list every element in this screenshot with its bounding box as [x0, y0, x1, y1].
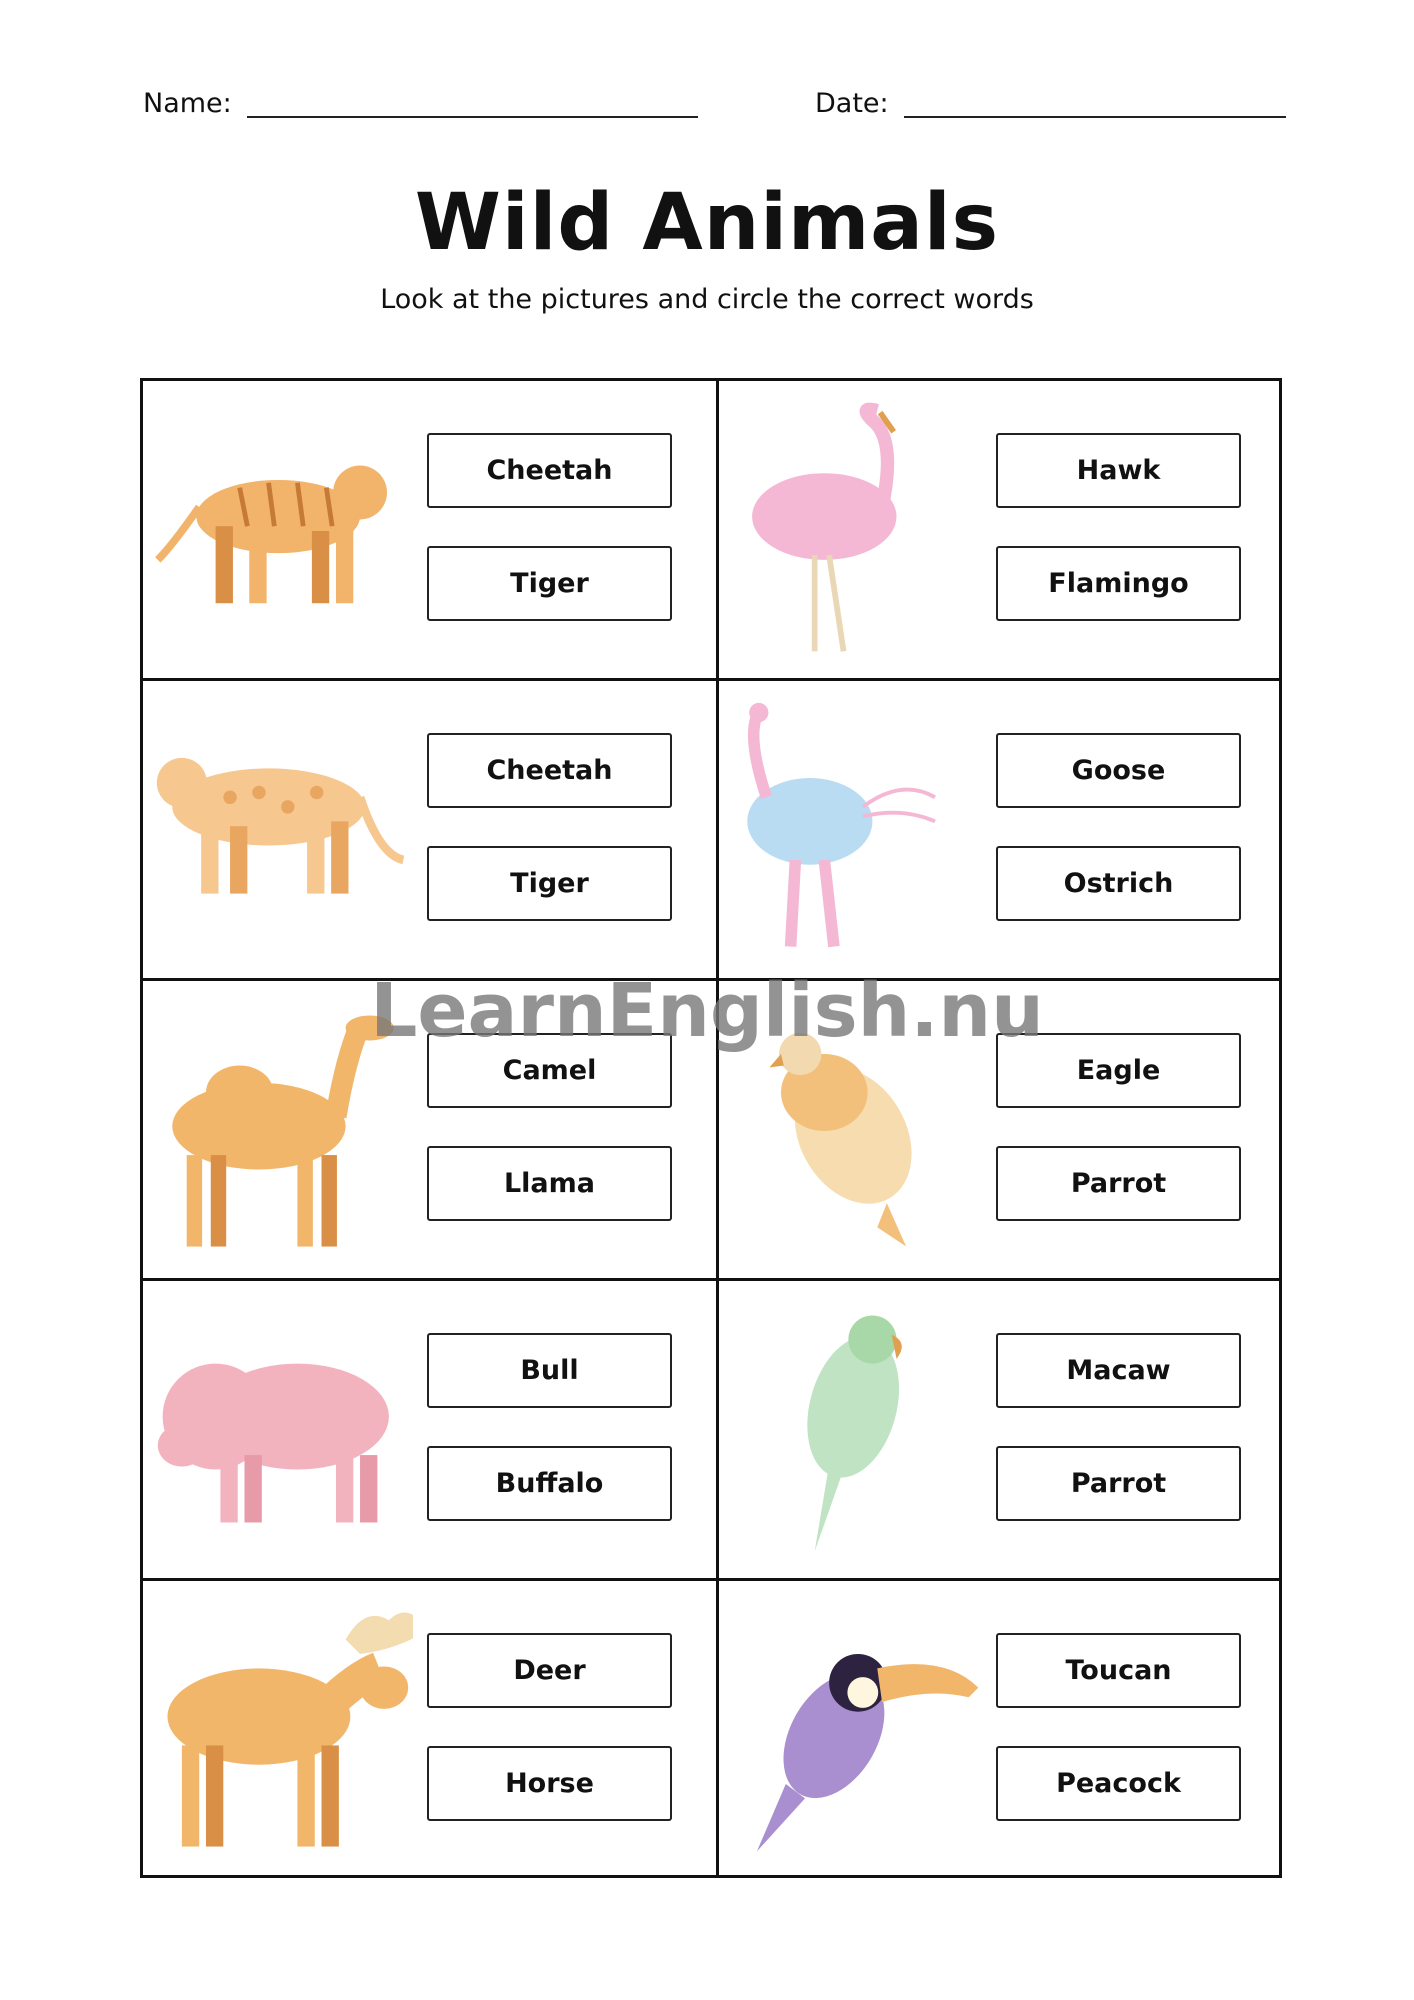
camel-illustration	[153, 1001, 413, 1261]
toucan-illustration	[728, 1601, 988, 1861]
option-cheetah[interactable]: Cheetah	[427, 433, 672, 508]
tiger-illustration	[153, 401, 413, 661]
option-deer[interactable]: Deer	[427, 1633, 672, 1708]
flamingo-illustration	[728, 401, 988, 661]
option-parrot[interactable]: Parrot	[996, 1446, 1241, 1521]
option-bull[interactable]: Bull	[427, 1333, 672, 1408]
option-peacock[interactable]: Peacock	[996, 1746, 1241, 1821]
option-toucan[interactable]: Toucan	[996, 1633, 1241, 1708]
buffalo-illustration	[153, 1301, 413, 1561]
page-title: Wild Animals	[414, 178, 1000, 268]
exercise-cell-flamingo	[718, 381, 1288, 681]
exercise-cell-tiger	[143, 381, 713, 681]
cheetah-illustration	[153, 701, 413, 961]
date-label: Date:	[815, 88, 889, 119]
exercise-cell-buffalo	[143, 1281, 713, 1581]
instructions: Look at the pictures and circle the correct words	[380, 284, 1034, 315]
date-field[interactable]	[904, 116, 1286, 118]
name-field[interactable]	[247, 116, 698, 118]
ostrich-illustration	[728, 701, 988, 961]
parrot-illustration	[728, 1301, 988, 1561]
exercise-cell-cheetah	[143, 681, 713, 981]
option-goose[interactable]: Goose	[996, 733, 1241, 808]
option-llama[interactable]: Llama	[427, 1146, 672, 1221]
option-buffalo[interactable]: Buffalo	[427, 1446, 672, 1521]
eagle-illustration	[728, 1001, 988, 1261]
exercise-cell-parrot	[718, 1281, 1288, 1581]
option-parrot[interactable]: Parrot	[996, 1146, 1241, 1221]
exercise-grid	[140, 378, 1282, 1878]
option-tiger[interactable]: Tiger	[427, 546, 672, 621]
option-flamingo[interactable]: Flamingo	[996, 546, 1241, 621]
option-eagle[interactable]: Eagle	[996, 1033, 1241, 1108]
exercise-cell-moose	[143, 1581, 713, 1881]
exercise-cell-toucan	[718, 1581, 1288, 1881]
watermark: LearnEnglish.nu	[370, 968, 1044, 1054]
option-horse[interactable]: Horse	[427, 1746, 672, 1821]
exercise-cell-eagle	[718, 981, 1288, 1281]
option-hawk[interactable]: Hawk	[996, 433, 1241, 508]
exercise-cell-camel	[143, 981, 713, 1281]
option-macaw[interactable]: Macaw	[996, 1333, 1241, 1408]
name-label: Name:	[143, 88, 232, 119]
option-cheetah[interactable]: Cheetah	[427, 733, 672, 808]
moose-illustration	[153, 1601, 413, 1861]
option-ostrich[interactable]: Ostrich	[996, 846, 1241, 921]
option-camel[interactable]: Camel	[427, 1033, 672, 1108]
option-tiger[interactable]: Tiger	[427, 846, 672, 921]
exercise-cell-ostrich	[718, 681, 1288, 981]
